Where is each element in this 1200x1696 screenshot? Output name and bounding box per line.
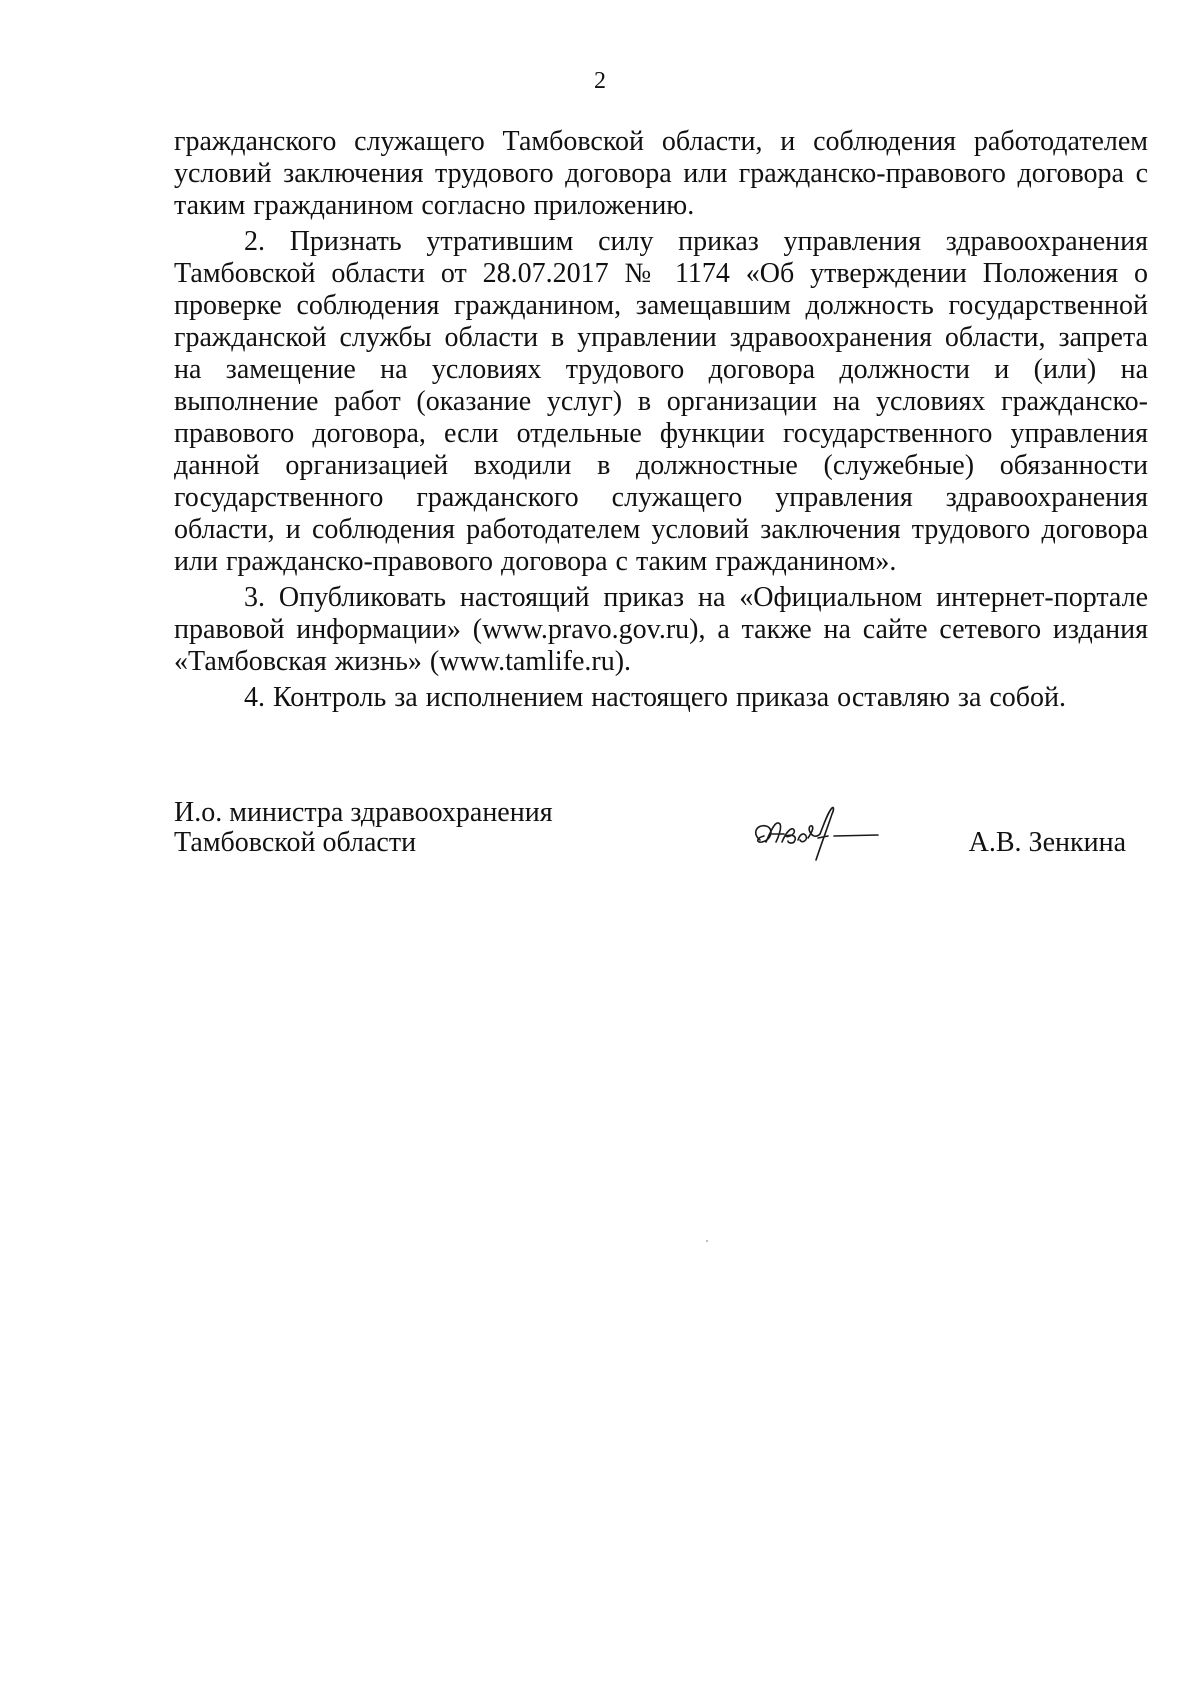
paragraph-item-3: 3. Опубликовать настоящий приказ на «Официальном интернет-портале правовой информации» (www.pravo.gov.ru), а также на сайте сетевого издания «Тамбовская жизнь» (www.tamlife.ru). [174,582,1148,677]
document-body [174,126,1148,714]
paragraph-item-4: 4. Контроль за исполнением настоящего приказа оставляю за собой. [244,682,1067,713]
page-number: 2 [594,68,606,94]
scan-speck [706,1240,708,1242]
paragraph-item-2: 2. Признать утратившим силу приказ управления здравоохранения Тамбовской области от 28.07.2017 № 1174 «Об утверждении Положения о проверке соблюдения гражданином, замещавшим должность государственной гражданской службы области в управлении здравоохранения области, запрета на замещение на условиях трудового договора должности и (или) на выполнение работ (оказание услуг) в организации на условиях гражданско-правового договора, если отдельные функции государственного управления данной организацией входили в должностные (служебные) обязанности государственного гражданского служащего управления здравоохранения области, и соблюдения работодателем условий заключения трудового договора или гражданско-правового договора с таким гражданином». [174,226,1148,577]
signatory-position-line-1: И.о. министра здравоохранения [174,797,553,828]
signature-block [174,798,1148,878]
signatory-position-line-2: Тамбовской области [174,827,417,858]
signatory-position [174,798,553,858]
signatory-name: А.В. Зенкина [968,827,1126,858]
handwritten-signature [742,798,892,868]
paragraph-continuation: гражданского служащего Тамбовской области, и соблюдения работодателем условий заключения трудового договора или гражданско-правового договора с таким гражданином согласно приложению. [174,126,1148,221]
